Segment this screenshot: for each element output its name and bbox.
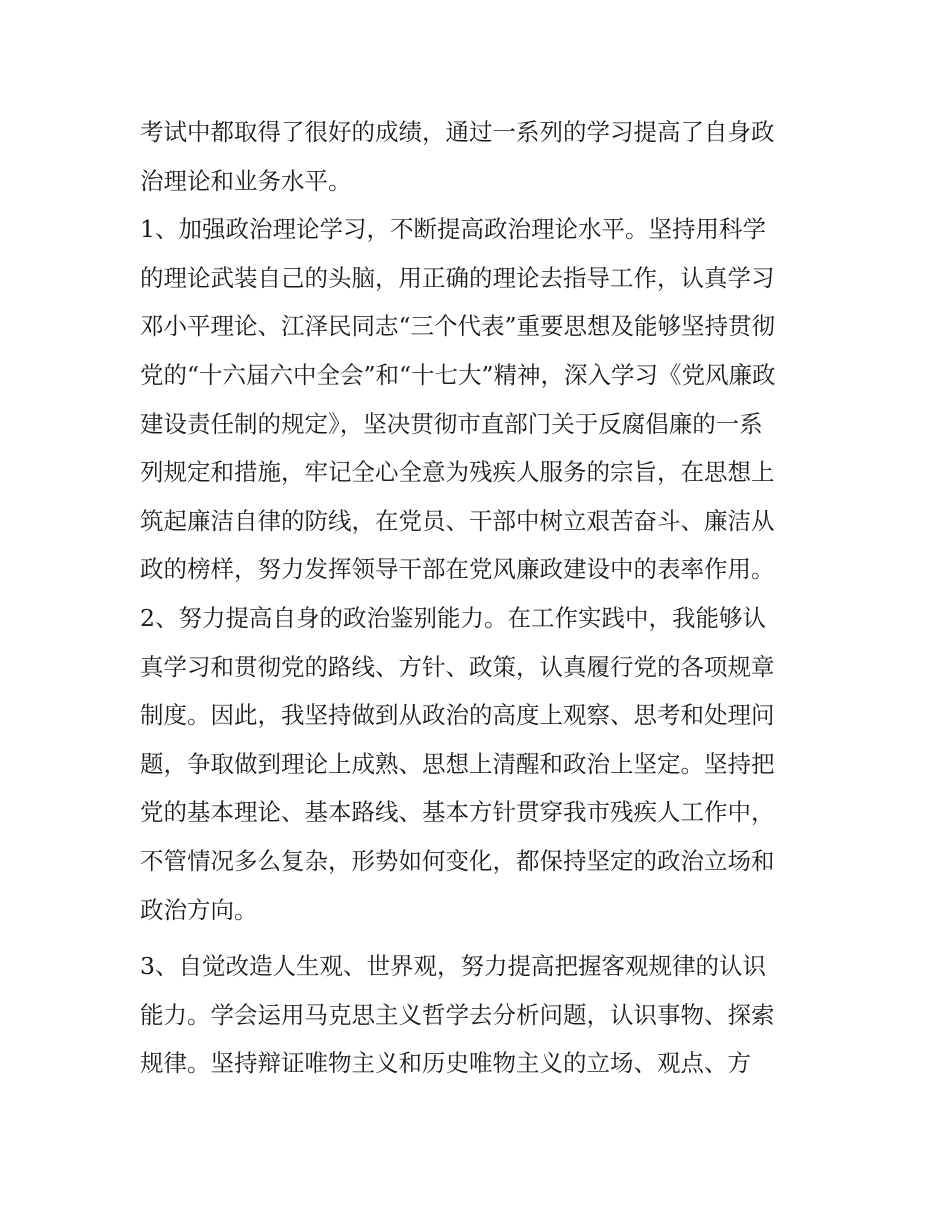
paragraph-2-start: 2、努力提高自身的政治鉴别能力。在工作实践中，我能够认 (140, 603, 766, 632)
text-line: 能力。学会运用马克思主义哲学去分析问题，认识事物、探索 (140, 1000, 775, 1029)
text-line: 真学习和贯彻党的路线、方针、政策，认真履行党的各项规章 (140, 652, 775, 681)
text-line: 政的榜样，努力发挥领导干部在党风廉政建设中的表率作用。 (140, 555, 775, 584)
text-line: 邓小平理论、江泽民同志“三个代表”重要思想及能够坚持贯彻 (140, 312, 776, 341)
paragraph-1-start: 1、加强政治理论学习，不断提高政治理论水平。坚持用科学 (140, 215, 766, 244)
text-line: 规律。坚持辩证唯物主义和历史唯物主义的立场、观点、方 (140, 1049, 751, 1078)
document-body (140, 108, 820, 1088)
text-line: 不管情况多么复杂，形势如何变化，都保持坚定的政治立场和 (140, 846, 775, 875)
text-line: 党的“十六届六中全会”和“十七大”精神，深入学习《党风廉政 (140, 360, 776, 389)
paragraph-3-start: 3、自觉改造人生观、世界观，努力提高把握客观规律的认识 (140, 952, 766, 981)
text-line: 政治方向。 (140, 895, 258, 924)
text-line: 制度。因此，我坚持做到从政治的高度上观察、思考和处理问 (140, 701, 775, 730)
text-line: 的理论武装自己的头脑，用正确的理论去指导工作，认真学习 (140, 263, 775, 292)
text-line: 治理论和业务水平。 (140, 166, 352, 195)
text-line: 考试中都取得了很好的成绩，通过一系列的学习提高了自身政 (140, 118, 775, 146)
text-line: 题，争取做到理论上成熟、思想上清醒和政治上坚定。坚持把 (140, 749, 775, 778)
text-line: 党的基本理论、基本路线、基本方针贯穿我市残疾人工作中， (140, 798, 775, 827)
text-line: 筑起廉洁自律的防线，在党员、干部中树立艰苦奋斗、廉洁从 (140, 506, 775, 535)
text-line: 建设责任制的规定》，坚决贯彻市直部门关于反腐倡廉的一系 (140, 409, 763, 438)
text-line: 列规定和措施，牢记全心全意为残疾人服务的宗旨，在思想上 (140, 458, 775, 487)
